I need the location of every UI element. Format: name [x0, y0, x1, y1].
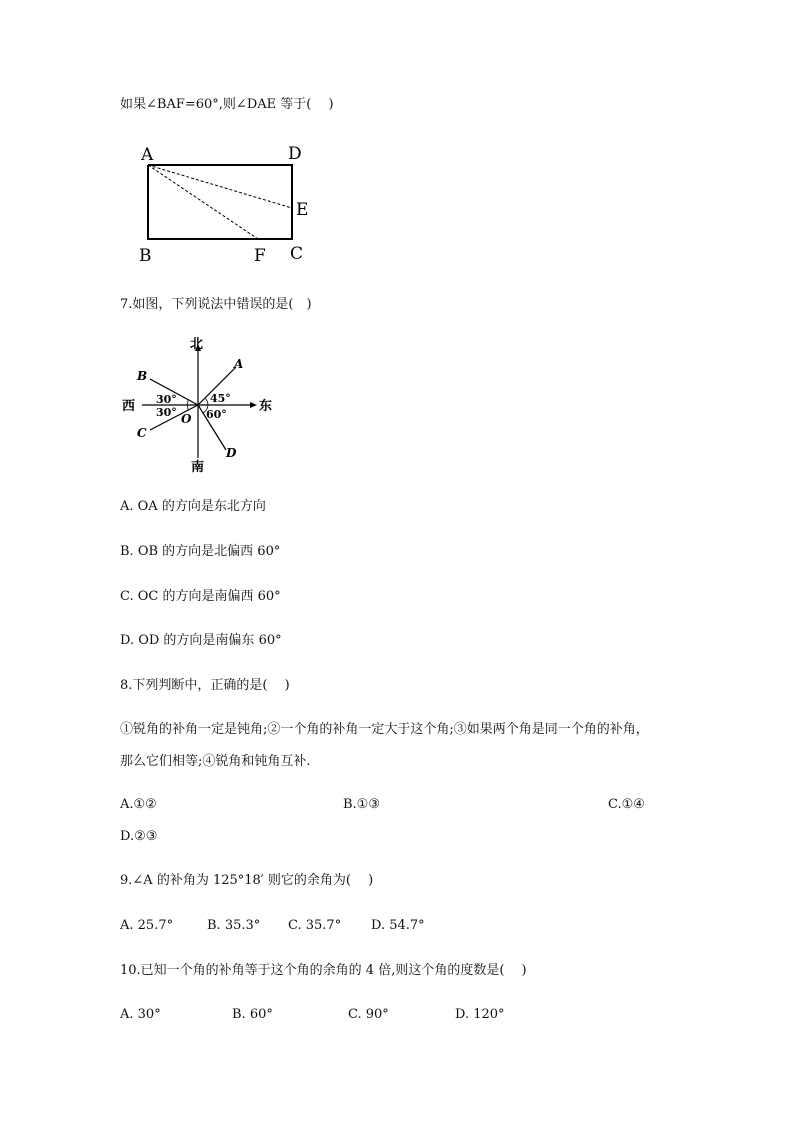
angle-label-a: 45°	[210, 392, 231, 405]
q8-option-b: B.①③	[343, 797, 380, 812]
dashed-line-ae	[148, 165, 292, 208]
q8-option-a: A.①②	[120, 797, 157, 812]
q7-compass-figure	[118, 334, 278, 479]
q9-option-c: C. 35.7°	[288, 918, 342, 933]
label-a: A	[141, 145, 154, 165]
label-f: F	[254, 246, 266, 266]
label-b: B	[139, 246, 152, 266]
label-b: B	[137, 369, 148, 383]
east-arrow-icon	[250, 402, 257, 408]
label-d: D	[288, 144, 302, 164]
q9-option-a: A. 25.7°	[120, 918, 174, 933]
q8-stem: 8.下列判断中，正确的是( )	[120, 678, 290, 693]
q8-statement-line2: 那么它们相等;④锐角和钝角互补.	[120, 754, 311, 769]
q7-stem: 7.如图，下列说法中错误的是( )	[120, 297, 312, 312]
angle-label-c: 30°	[156, 406, 177, 419]
q7-option-b: B. OB 的方向是北偏西 60°	[120, 544, 281, 559]
label-a: A	[234, 357, 244, 371]
angle-label-d: 60°	[206, 408, 227, 421]
label-west: 西	[122, 399, 136, 414]
q10-stem: 10.已知一个角的补角等于这个角的余角的 4 倍,则这个角的度数是( )	[120, 963, 527, 978]
q9-stem: 9.∠A 的补角为 125°18′ 则它的余角为( )	[120, 873, 374, 888]
label-c: C	[290, 244, 304, 264]
label-d: D	[226, 446, 237, 460]
arc-b	[187, 400, 188, 405]
arc-a	[205, 398, 208, 405]
q7-option-d: D. OD 的方向是南偏东 60°	[120, 633, 282, 648]
q6-stem: 如果∠BAF=60°,则∠DAE 等于( )	[120, 97, 334, 112]
label-south: 南	[191, 460, 205, 475]
q10-option-b: B. 60°	[232, 1007, 273, 1022]
q8-statement-line1: ①锐角的补角一定是钝角;②一个角的补角一定大于这个角;③如果两个角是同一个角的补角，	[120, 722, 649, 737]
q8-option-d: D.②③	[120, 829, 158, 844]
label-e: E	[296, 200, 309, 220]
q10-option-a: A. 30°	[120, 1007, 161, 1022]
q9-option-b: B. 35.3°	[207, 918, 261, 933]
q9-option-d: D. 54.7°	[371, 918, 425, 933]
label-north: 北	[190, 337, 204, 352]
q10-option-d: D. 120°	[455, 1007, 505, 1022]
angle-label-b: 30°	[156, 393, 177, 406]
dashed-line-af	[148, 165, 258, 239]
q6-rectangle-figure	[130, 138, 320, 270]
label-o: O	[181, 412, 192, 426]
label-c: C	[137, 426, 147, 440]
q7-option-a: A. OA 的方向是东北方向	[120, 499, 266, 514]
q8-option-c: C.①④	[608, 797, 645, 812]
arc-c	[187, 405, 188, 410]
q10-option-c: C. 90°	[348, 1007, 389, 1022]
q7-option-c: C. OC 的方向是南偏西 60°	[120, 589, 281, 604]
label-east: 东	[259, 399, 273, 414]
